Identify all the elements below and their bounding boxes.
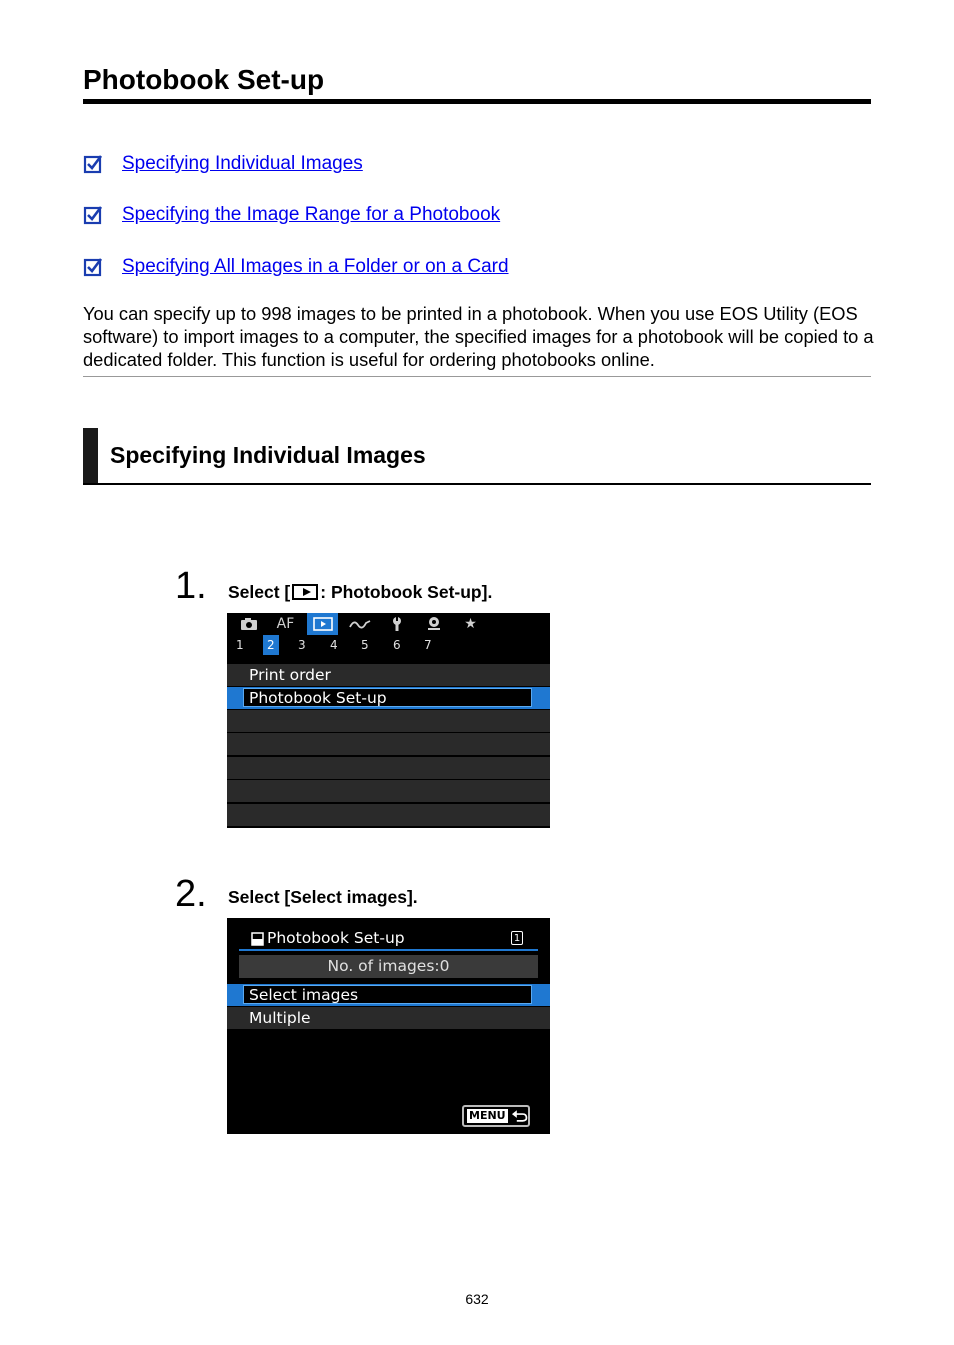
checkbox-icon (83, 257, 103, 277)
page-title: Photobook Set-up (83, 64, 325, 95)
page-number-7[interactable]: 7 (424, 638, 432, 652)
page-number-5[interactable]: 5 (361, 638, 369, 652)
page-number-6[interactable]: 6 (393, 638, 401, 652)
step-text-before: Select [ (228, 582, 291, 602)
wrench-icon[interactable] (381, 613, 412, 635)
custom-icon[interactable] (418, 613, 449, 635)
toc-item-individual[interactable] (83, 151, 363, 177)
camera-icon[interactable] (233, 613, 264, 635)
divider (83, 376, 871, 377)
step-instruction (228, 581, 492, 603)
menu-item-label: Select images (249, 986, 359, 1004)
playback-icon[interactable] (307, 613, 338, 635)
page-number-3[interactable]: 3 (298, 638, 306, 652)
screen-title: Photobook Set-up (267, 929, 405, 947)
menu-item-select-images[interactable] (227, 984, 550, 1006)
title-underline (239, 949, 538, 951)
menu-item-empty (227, 757, 550, 779)
step-number: 2. (175, 873, 207, 915)
toc-link-individual[interactable]: Specifying Individual Images (122, 153, 363, 174)
toc-link-range[interactable]: Specifying the Image Range for a Photobook (122, 204, 501, 225)
menu-item-multiple[interactable] (227, 1007, 550, 1029)
section-rule (83, 483, 871, 485)
playback-icon (292, 584, 318, 600)
page-number-4[interactable]: 4 (330, 638, 338, 652)
step-text-after: : Photobook Set-up]. (320, 582, 493, 602)
af-icon[interactable]: AF (276, 616, 295, 632)
menu-item-label: Multiple (249, 1009, 311, 1027)
page-number: 632 (465, 1291, 489, 1307)
camera-screen-photobook (227, 918, 550, 1134)
menu-tabs (227, 613, 550, 635)
card-badge: 1 (511, 931, 523, 945)
camera-screen-menu (227, 613, 550, 828)
title-rule (83, 99, 871, 104)
page-number-1[interactable]: 1 (236, 638, 244, 652)
menu-item-empty (227, 710, 550, 732)
photobook-icon (251, 931, 264, 945)
menu-item-empty (227, 733, 550, 755)
intro-paragraph: You can specify up to 998 images to be printed in a photobook. When you use EOS Utility (EOS software) to import images to a computer, the specified images for a photobook will be copied to a dedicated folder. This function is useful for ordering photobooks online. (83, 303, 874, 370)
page-number-2[interactable]: 2 (263, 635, 279, 655)
image-count: No. of images:0 (239, 955, 538, 978)
step-number: 1. (175, 565, 207, 607)
menu-item-empty (227, 780, 550, 802)
menu-label: MENU (469, 1109, 506, 1122)
menu-item-print-order[interactable] (227, 664, 550, 686)
step-instruction: Select [Select images]. (228, 887, 418, 907)
menu-item-label: Print order (249, 666, 331, 684)
menu-back-button[interactable] (462, 1105, 530, 1127)
toc-item-range[interactable] (83, 202, 500, 228)
toc-item-folder[interactable] (83, 254, 509, 280)
star-icon[interactable]: ★ (464, 616, 477, 632)
return-icon (511, 1109, 528, 1123)
page-numbers (227, 635, 550, 658)
menu-item-label: Photobook Set-up (249, 689, 387, 707)
checkbox-icon (83, 154, 103, 174)
section-bar (83, 428, 98, 484)
checkbox-icon (83, 205, 103, 225)
wave-icon[interactable] (344, 613, 375, 635)
menu-item-photobook-setup[interactable] (227, 687, 550, 709)
menu-item-empty (227, 804, 550, 826)
section-title: Specifying Individual Images (110, 442, 426, 468)
toc-link-folder[interactable]: Specifying All Images in a Folder or on a Card (122, 256, 509, 277)
